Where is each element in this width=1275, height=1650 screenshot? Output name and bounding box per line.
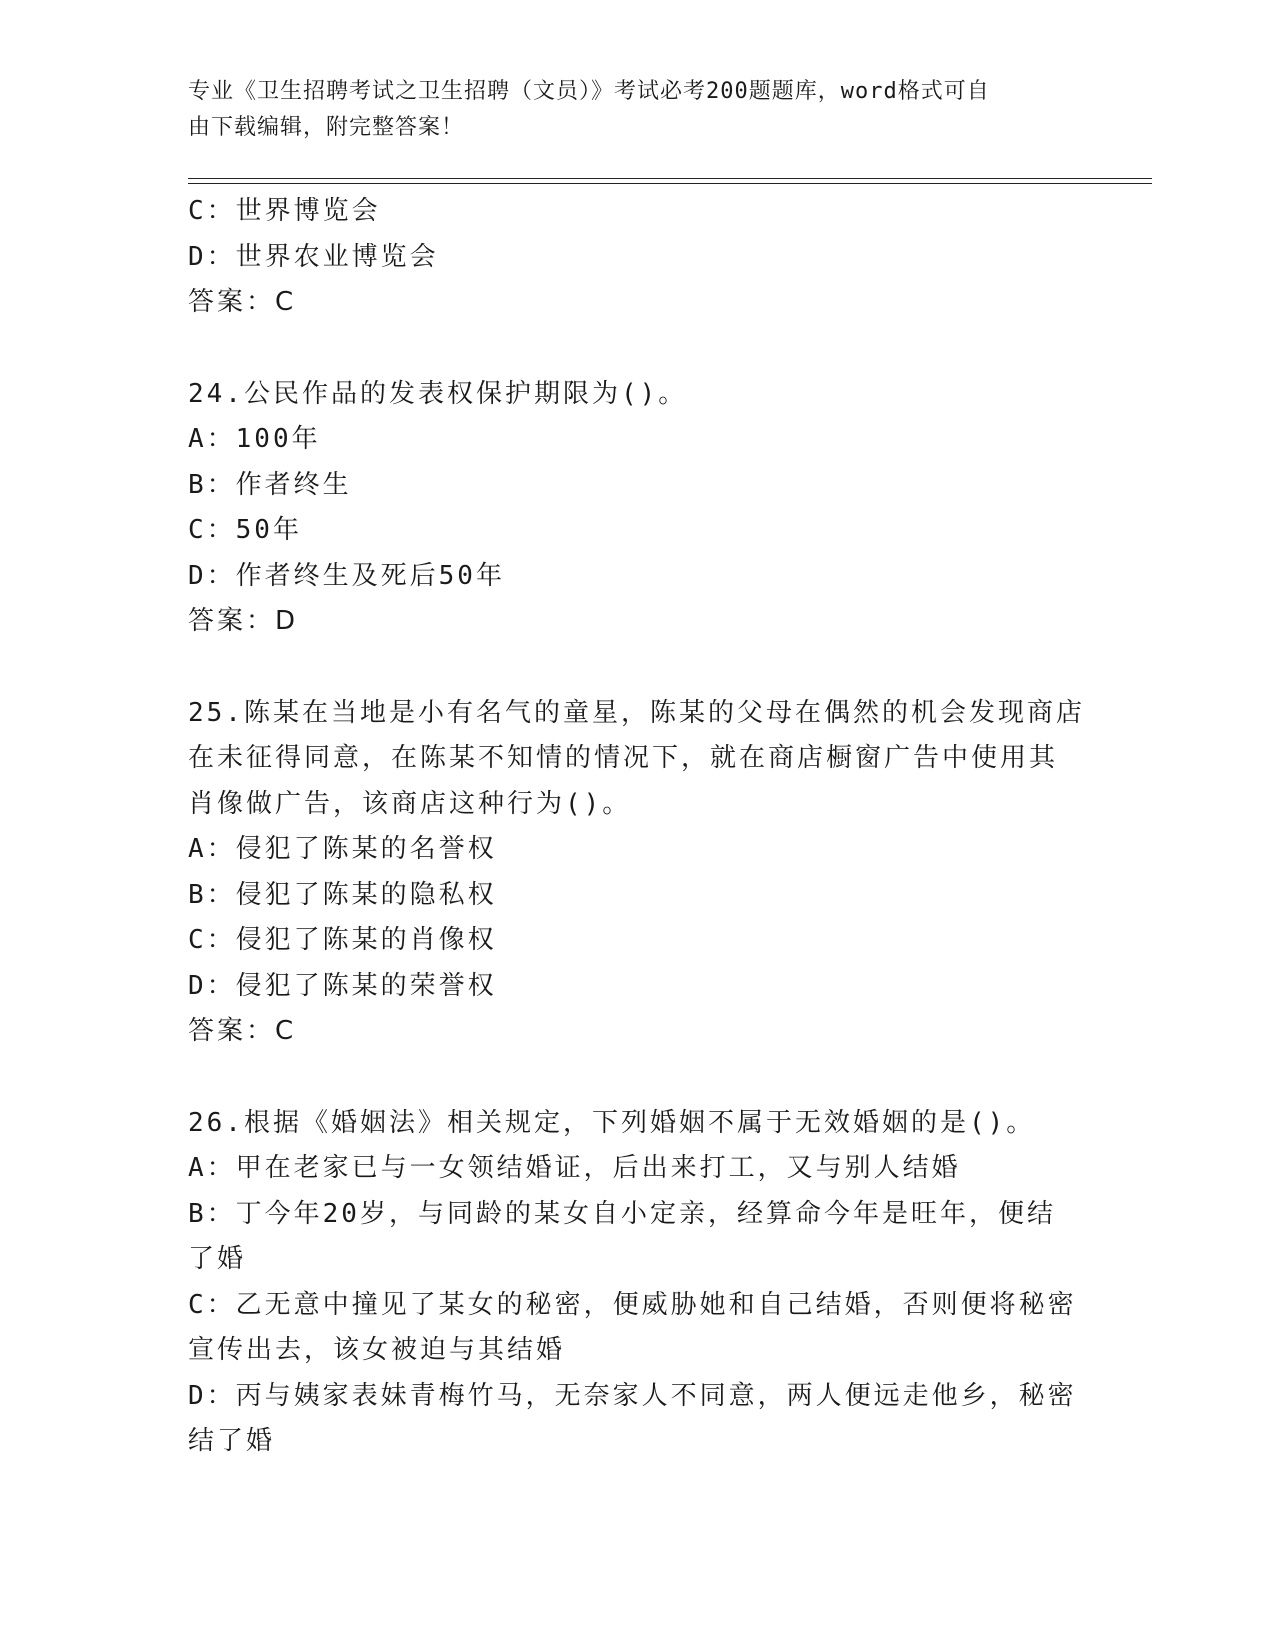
question-23-tail — [188, 189, 1088, 326]
option-c-line-2: 宣传出去，该女被迫与其结婚 — [188, 1335, 566, 1365]
option-d: D：侵犯了陈某的荣誉权 — [188, 970, 497, 1001]
header-line-1: 专业《卫生招聘考试之卫生招聘（文员）》考试必考200题题库，word格式可自 — [188, 79, 990, 104]
question-26 — [188, 1101, 1088, 1465]
question-stem-line-2: 在未征得同意，在陈某不知情的情况下，就在商店橱窗广告中使用其 — [188, 743, 1059, 773]
option-a: A：甲在老家已与一女领结婚证，后出来打工，又与别人结婚 — [188, 1153, 961, 1183]
option-d-line-2: 结了婚 — [188, 1426, 276, 1456]
answer-line: 答案：C — [188, 1016, 297, 1046]
option-c: C：侵犯了陈某的肖像权 — [188, 925, 497, 955]
answer-line: 答案：D — [188, 606, 299, 636]
option-b: B：作者终生 — [188, 469, 352, 500]
question-list — [188, 189, 1088, 1465]
answer-line: 答案：C — [188, 287, 297, 317]
question-stem: 24.公民作品的发表权保护期限为()。 — [188, 378, 688, 409]
option-d-line-1: D：丙与姨家表妹青梅竹马，无奈家人不同意，两人便远走他乡，秘密 — [188, 1380, 1077, 1411]
spacer — [188, 1055, 1088, 1101]
option-a: A：100年 — [188, 424, 321, 454]
option-c-line-1: C：乙无意中撞见了某女的秘密，便威胁她和自己结婚，否则便将秘密 — [188, 1289, 1077, 1320]
header-line-2: 由下载编辑，附完整答案！ — [188, 115, 465, 140]
question-25 — [188, 691, 1088, 1055]
option-c: C：世界博览会 — [188, 196, 381, 226]
header-divider-bottom — [188, 183, 1152, 184]
question-stem-line-1: 25.陈某在当地是小有名气的童星，陈某的父母在偶然的机会发现商店 — [188, 697, 1085, 728]
question-stem: 26.根据《婚姻法》相关规定，下列婚姻不属于无效婚姻的是()。 — [188, 1107, 1036, 1138]
option-a: A：侵犯了陈某的名誉权 — [188, 834, 497, 864]
question-24 — [188, 372, 1088, 645]
header-divider-top — [188, 178, 1152, 179]
spacer — [188, 645, 1088, 691]
option-b-line-1: B：丁今年20岁，与同龄的某女自小定亲，经算命今年是旺年，便结 — [188, 1198, 1056, 1229]
document-header — [188, 74, 1068, 146]
question-stem-line-3: 肖像做广告，该商店这种行为()。 — [188, 788, 632, 819]
option-d: D：世界农业博览会 — [188, 241, 439, 272]
option-b-line-2: 了婚 — [188, 1244, 247, 1274]
spacer — [188, 326, 1088, 372]
option-d: D：作者终生及死后50年 — [188, 560, 505, 591]
option-b: B：侵犯了陈某的隐私权 — [188, 879, 497, 910]
option-c: C：50年 — [188, 515, 302, 545]
